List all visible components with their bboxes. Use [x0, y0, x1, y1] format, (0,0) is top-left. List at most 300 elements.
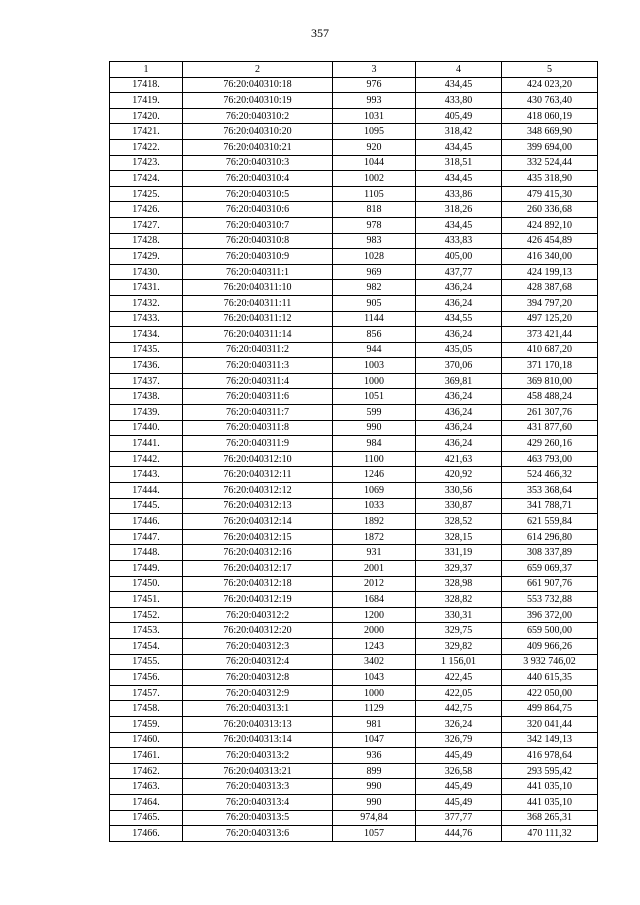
row-number-cell: 17433. — [110, 311, 183, 327]
row-number-cell: 17446. — [110, 514, 183, 530]
rate-cell: 435,05 — [416, 342, 502, 358]
rate-cell: 436,24 — [416, 280, 502, 296]
cadastral-number-cell: 76:20:040312:18 — [183, 576, 333, 592]
rate-cell: 405,49 — [416, 108, 502, 124]
rate-cell: 436,24 — [416, 295, 502, 311]
area-cell: 1069 — [333, 483, 416, 499]
area-cell: 993 — [333, 93, 416, 109]
rate-cell: 1 156,01 — [416, 654, 502, 670]
table-row — [110, 467, 598, 483]
area-cell: 982 — [333, 280, 416, 296]
area-cell: 936 — [333, 748, 416, 764]
area-cell: 984 — [333, 436, 416, 452]
cadastral-number-cell: 76:20:040310:18 — [183, 77, 333, 93]
value-cell: 470 111,32 — [502, 826, 598, 842]
value-cell: 497 125,20 — [502, 311, 598, 327]
cadastral-number-cell: 76:20:040313:5 — [183, 810, 333, 826]
value-cell: 422 050,00 — [502, 685, 598, 701]
table-row — [110, 373, 598, 389]
table-row — [110, 233, 598, 249]
area-cell: 981 — [333, 716, 416, 732]
table-row — [110, 171, 598, 187]
table-row — [110, 779, 598, 795]
rate-cell: 329,75 — [416, 623, 502, 639]
area-cell: 3402 — [333, 654, 416, 670]
area-cell: 599 — [333, 405, 416, 421]
row-number-cell: 17431. — [110, 280, 183, 296]
value-cell: 499 864,75 — [502, 701, 598, 717]
area-cell: 899 — [333, 763, 416, 779]
value-cell: 424 199,13 — [502, 264, 598, 280]
area-cell: 1095 — [333, 124, 416, 140]
cadastral-number-cell: 76:20:040312:12 — [183, 483, 333, 499]
cadastral-number-cell: 76:20:040312:3 — [183, 638, 333, 654]
rate-cell: 328,15 — [416, 529, 502, 545]
row-number-cell: 17418. — [110, 77, 183, 93]
area-cell: 978 — [333, 217, 416, 233]
row-number-cell: 17422. — [110, 139, 183, 155]
cadastral-number-cell: 76:20:040312:17 — [183, 561, 333, 577]
area-cell: 2000 — [333, 623, 416, 639]
value-cell: 659 500,00 — [502, 623, 598, 639]
rate-cell: 434,45 — [416, 217, 502, 233]
cadastral-table — [109, 61, 598, 842]
table-row — [110, 794, 598, 810]
row-number-cell: 17447. — [110, 529, 183, 545]
rate-cell: 326,24 — [416, 716, 502, 732]
area-cell: 969 — [333, 264, 416, 280]
table-row — [110, 716, 598, 732]
area-cell: 1000 — [333, 373, 416, 389]
table-row — [110, 607, 598, 623]
row-number-cell: 17450. — [110, 576, 183, 592]
area-cell: 1002 — [333, 171, 416, 187]
table-row — [110, 420, 598, 436]
table-row — [110, 623, 598, 639]
rate-cell: 436,24 — [416, 436, 502, 452]
cadastral-number-cell: 76:20:040310:7 — [183, 217, 333, 233]
value-cell: 396 372,00 — [502, 607, 598, 623]
rate-cell: 445,49 — [416, 779, 502, 795]
cadastral-number-cell: 76:20:040311:9 — [183, 436, 333, 452]
area-cell: 944 — [333, 342, 416, 358]
rate-cell: 434,55 — [416, 311, 502, 327]
rate-cell: 318,51 — [416, 155, 502, 171]
row-number-cell: 17452. — [110, 607, 183, 623]
cadastral-number-cell: 76:20:040311:3 — [183, 358, 333, 374]
area-cell: 990 — [333, 779, 416, 795]
row-number-cell: 17437. — [110, 373, 183, 389]
table-row — [110, 654, 598, 670]
row-number-cell: 17440. — [110, 420, 183, 436]
area-cell: 1031 — [333, 108, 416, 124]
rate-cell: 434,45 — [416, 77, 502, 93]
area-cell: 990 — [333, 794, 416, 810]
table-row — [110, 108, 598, 124]
rate-cell: 436,24 — [416, 327, 502, 343]
table-row — [110, 638, 598, 654]
value-cell: 410 687,20 — [502, 342, 598, 358]
value-cell: 409 966,26 — [502, 638, 598, 654]
rate-cell: 328,98 — [416, 576, 502, 592]
value-cell: 440 615,35 — [502, 670, 598, 686]
table-row — [110, 451, 598, 467]
cadastral-number-cell: 76:20:040312:4 — [183, 654, 333, 670]
value-cell: 332 524,44 — [502, 155, 598, 171]
rate-cell: 436,24 — [416, 420, 502, 436]
rate-cell: 445,49 — [416, 794, 502, 810]
row-number-cell: 17456. — [110, 670, 183, 686]
area-cell: 931 — [333, 545, 416, 561]
rate-cell: 326,58 — [416, 763, 502, 779]
table-row — [110, 561, 598, 577]
cadastral-number-cell: 76:20:040313:13 — [183, 716, 333, 732]
table-row — [110, 93, 598, 109]
rate-cell: 436,24 — [416, 405, 502, 421]
rate-cell: 421,63 — [416, 451, 502, 467]
cadastral-number-cell: 76:20:040311:7 — [183, 405, 333, 421]
value-cell: 369 810,00 — [502, 373, 598, 389]
table-row — [110, 498, 598, 514]
table-row — [110, 295, 598, 311]
value-cell: 416 978,64 — [502, 748, 598, 764]
cadastral-number-cell: 76:20:040312:13 — [183, 498, 333, 514]
rate-cell: 436,24 — [416, 389, 502, 405]
cadastral-number-cell: 76:20:040312:11 — [183, 467, 333, 483]
area-cell: 1105 — [333, 186, 416, 202]
cadastral-number-cell: 76:20:040313:4 — [183, 794, 333, 810]
area-cell: 990 — [333, 420, 416, 436]
area-cell: 1246 — [333, 467, 416, 483]
value-cell: 371 170,18 — [502, 358, 598, 374]
rate-cell: 328,52 — [416, 514, 502, 530]
row-number-cell: 17458. — [110, 701, 183, 717]
area-cell: 1028 — [333, 249, 416, 265]
table-row — [110, 358, 598, 374]
value-cell: 424 892,10 — [502, 217, 598, 233]
area-cell: 1047 — [333, 732, 416, 748]
rate-cell: 434,45 — [416, 139, 502, 155]
rate-cell: 330,87 — [416, 498, 502, 514]
cadastral-number-cell: 76:20:040312:20 — [183, 623, 333, 639]
cadastral-number-cell: 76:20:040312:2 — [183, 607, 333, 623]
cadastral-number-cell: 76:20:040310:3 — [183, 155, 333, 171]
area-cell: 1200 — [333, 607, 416, 623]
table-row — [110, 389, 598, 405]
table-row — [110, 139, 598, 155]
area-cell: 1051 — [333, 389, 416, 405]
row-number-cell: 17438. — [110, 389, 183, 405]
row-number-cell: 17430. — [110, 264, 183, 280]
cadastral-number-cell: 76:20:040310:8 — [183, 233, 333, 249]
cadastral-number-cell: 76:20:040312:14 — [183, 514, 333, 530]
table-row — [110, 545, 598, 561]
value-cell: 553 732,88 — [502, 592, 598, 608]
cadastral-number-cell: 76:20:040311:12 — [183, 311, 333, 327]
table-row — [110, 701, 598, 717]
area-cell: 1043 — [333, 670, 416, 686]
cadastral-number-cell: 76:20:040311:8 — [183, 420, 333, 436]
cadastral-number-cell: 76:20:040311:4 — [183, 373, 333, 389]
rate-cell: 377,77 — [416, 810, 502, 826]
cadastral-number-cell: 76:20:040313:14 — [183, 732, 333, 748]
cadastral-number-cell: 76:20:040313:1 — [183, 701, 333, 717]
value-cell: 661 907,76 — [502, 576, 598, 592]
rate-cell: 442,75 — [416, 701, 502, 717]
value-cell: 341 788,71 — [502, 498, 598, 514]
table-row — [110, 748, 598, 764]
cadastral-number-cell: 76:20:040312:8 — [183, 670, 333, 686]
row-number-cell: 17435. — [110, 342, 183, 358]
cadastral-number-cell: 76:20:040311:11 — [183, 295, 333, 311]
table-row — [110, 202, 598, 218]
value-cell: 260 336,68 — [502, 202, 598, 218]
value-cell: 293 595,42 — [502, 763, 598, 779]
cadastral-number-cell: 76:20:040311:10 — [183, 280, 333, 296]
table-row — [110, 826, 598, 842]
value-cell: 659 069,37 — [502, 561, 598, 577]
row-number-cell: 17459. — [110, 716, 183, 732]
rate-cell: 433,83 — [416, 233, 502, 249]
area-cell: 1057 — [333, 826, 416, 842]
row-number-cell: 17439. — [110, 405, 183, 421]
rate-cell: 326,79 — [416, 732, 502, 748]
cadastral-number-cell: 76:20:040310:6 — [183, 202, 333, 218]
area-cell: 818 — [333, 202, 416, 218]
row-number-cell: 17428. — [110, 233, 183, 249]
cadastral-number-cell: 76:20:040313:21 — [183, 763, 333, 779]
area-cell: 1243 — [333, 638, 416, 654]
value-cell: 308 337,89 — [502, 545, 598, 561]
table-row — [110, 405, 598, 421]
column-number-row — [110, 62, 598, 78]
cadastral-number-cell: 76:20:040311:14 — [183, 327, 333, 343]
rate-cell: 328,82 — [416, 592, 502, 608]
row-number-cell: 17427. — [110, 217, 183, 233]
value-cell: 368 265,31 — [502, 810, 598, 826]
rate-cell: 445,49 — [416, 748, 502, 764]
value-cell: 320 041,44 — [502, 716, 598, 732]
table-row — [110, 249, 598, 265]
table-row — [110, 342, 598, 358]
area-cell: 976 — [333, 77, 416, 93]
row-number-cell: 17436. — [110, 358, 183, 374]
cadastral-number-cell: 76:20:040312:15 — [183, 529, 333, 545]
row-number-cell: 17429. — [110, 249, 183, 265]
row-number-cell: 17455. — [110, 654, 183, 670]
cadastral-number-cell: 76:20:040312:10 — [183, 451, 333, 467]
rate-cell: 405,00 — [416, 249, 502, 265]
row-number-cell: 17451. — [110, 592, 183, 608]
row-number-cell: 17448. — [110, 545, 183, 561]
row-number-cell: 17443. — [110, 467, 183, 483]
table-row — [110, 592, 598, 608]
rate-cell: 330,56 — [416, 483, 502, 499]
value-cell: 458 488,24 — [502, 389, 598, 405]
row-number-cell: 17460. — [110, 732, 183, 748]
area-cell: 2012 — [333, 576, 416, 592]
rate-cell: 422,05 — [416, 685, 502, 701]
cadastral-number-cell: 76:20:040310:2 — [183, 108, 333, 124]
table-row — [110, 514, 598, 530]
area-cell: 1044 — [333, 155, 416, 171]
row-number-cell: 17462. — [110, 763, 183, 779]
rate-cell: 420,92 — [416, 467, 502, 483]
cadastral-number-cell: 76:20:040313:6 — [183, 826, 333, 842]
page-number: 357 — [311, 26, 329, 40]
value-cell: 614 296,80 — [502, 529, 598, 545]
cadastral-number-cell: 76:20:040311:6 — [183, 389, 333, 405]
column-header: 3 — [333, 62, 416, 78]
table-row — [110, 77, 598, 93]
rate-cell: 331,19 — [416, 545, 502, 561]
table-row — [110, 576, 598, 592]
row-number-cell: 17465. — [110, 810, 183, 826]
value-cell: 342 149,13 — [502, 732, 598, 748]
table-row — [110, 264, 598, 280]
value-cell: 353 368,64 — [502, 483, 598, 499]
value-cell: 431 877,60 — [502, 420, 598, 436]
table-row — [110, 186, 598, 202]
rate-cell: 318,42 — [416, 124, 502, 140]
table-row — [110, 763, 598, 779]
row-number-cell: 17454. — [110, 638, 183, 654]
row-number-cell: 17441. — [110, 436, 183, 452]
value-cell: 428 387,68 — [502, 280, 598, 296]
value-cell: 348 669,90 — [502, 124, 598, 140]
area-cell: 974,84 — [333, 810, 416, 826]
area-cell: 2001 — [333, 561, 416, 577]
table-row — [110, 280, 598, 296]
cadastral-number-cell: 76:20:040310:19 — [183, 93, 333, 109]
value-cell: 429 260,16 — [502, 436, 598, 452]
rate-cell: 329,82 — [416, 638, 502, 654]
row-number-cell: 17434. — [110, 327, 183, 343]
value-cell: 441 035,10 — [502, 779, 598, 795]
rate-cell: 444,76 — [416, 826, 502, 842]
cadastral-number-cell: 76:20:040310:21 — [183, 139, 333, 155]
table-row — [110, 124, 598, 140]
table-row — [110, 685, 598, 701]
table-row — [110, 311, 598, 327]
cadastral-number-cell: 76:20:040313:2 — [183, 748, 333, 764]
column-header: 5 — [502, 62, 598, 78]
table-row — [110, 436, 598, 452]
value-cell: 479 415,30 — [502, 186, 598, 202]
table-row — [110, 217, 598, 233]
cadastral-number-cell: 76:20:040310:9 — [183, 249, 333, 265]
value-cell: 435 318,90 — [502, 171, 598, 187]
rate-cell: 318,26 — [416, 202, 502, 218]
row-number-cell: 17464. — [110, 794, 183, 810]
value-cell: 524 466,32 — [502, 467, 598, 483]
cadastral-number-cell: 76:20:040312:19 — [183, 592, 333, 608]
column-header: 4 — [416, 62, 502, 78]
row-number-cell: 17453. — [110, 623, 183, 639]
row-number-cell: 17425. — [110, 186, 183, 202]
value-cell: 373 421,44 — [502, 327, 598, 343]
value-cell: 424 023,20 — [502, 77, 598, 93]
table-row — [110, 529, 598, 545]
column-header: 1 — [110, 62, 183, 78]
row-number-cell: 17419. — [110, 93, 183, 109]
rate-cell: 370,06 — [416, 358, 502, 374]
value-cell: 418 060,19 — [502, 108, 598, 124]
row-number-cell: 17461. — [110, 748, 183, 764]
row-number-cell: 17463. — [110, 779, 183, 795]
area-cell: 905 — [333, 295, 416, 311]
cadastral-number-cell: 76:20:040312:16 — [183, 545, 333, 561]
rate-cell: 434,45 — [416, 171, 502, 187]
row-number-cell: 17445. — [110, 498, 183, 514]
area-cell: 1003 — [333, 358, 416, 374]
rate-cell: 329,37 — [416, 561, 502, 577]
rate-cell: 330,31 — [416, 607, 502, 623]
table-body — [110, 77, 598, 841]
row-number-cell: 17466. — [110, 826, 183, 842]
table-row — [110, 732, 598, 748]
value-cell: 463 793,00 — [502, 451, 598, 467]
row-number-cell: 17442. — [110, 451, 183, 467]
area-cell: 1100 — [333, 451, 416, 467]
value-cell: 3 932 746,02 — [502, 654, 598, 670]
rate-cell: 433,86 — [416, 186, 502, 202]
value-cell: 416 340,00 — [502, 249, 598, 265]
value-cell: 430 763,40 — [502, 93, 598, 109]
table-row — [110, 670, 598, 686]
row-number-cell: 17421. — [110, 124, 183, 140]
rate-cell: 433,80 — [416, 93, 502, 109]
cadastral-number-cell: 76:20:040310:5 — [183, 186, 333, 202]
area-cell: 1872 — [333, 529, 416, 545]
table-row — [110, 327, 598, 343]
row-number-cell: 17432. — [110, 295, 183, 311]
row-number-cell: 17424. — [110, 171, 183, 187]
value-cell: 399 694,00 — [502, 139, 598, 155]
cadastral-number-cell: 76:20:040310:20 — [183, 124, 333, 140]
cadastral-number-cell: 76:20:040311:2 — [183, 342, 333, 358]
area-cell: 1033 — [333, 498, 416, 514]
row-number-cell: 17426. — [110, 202, 183, 218]
rate-cell: 422,45 — [416, 670, 502, 686]
value-cell: 394 797,20 — [502, 295, 598, 311]
row-number-cell: 17423. — [110, 155, 183, 171]
area-cell: 1892 — [333, 514, 416, 530]
row-number-cell: 17449. — [110, 561, 183, 577]
value-cell: 261 307,76 — [502, 405, 598, 421]
value-cell: 426 454,89 — [502, 233, 598, 249]
row-number-cell: 17457. — [110, 685, 183, 701]
area-cell: 856 — [333, 327, 416, 343]
cadastral-number-cell: 76:20:040312:9 — [183, 685, 333, 701]
rate-cell: 369,81 — [416, 373, 502, 389]
area-cell: 920 — [333, 139, 416, 155]
cadastral-number-cell: 76:20:040310:4 — [183, 171, 333, 187]
area-cell: 1000 — [333, 685, 416, 701]
value-cell: 441 035,10 — [502, 794, 598, 810]
area-cell: 1684 — [333, 592, 416, 608]
cadastral-number-cell: 76:20:040313:3 — [183, 779, 333, 795]
rate-cell: 437,77 — [416, 264, 502, 280]
value-cell: 621 559,84 — [502, 514, 598, 530]
table-row — [110, 155, 598, 171]
row-number-cell: 17444. — [110, 483, 183, 499]
table-row — [110, 810, 598, 826]
area-cell: 983 — [333, 233, 416, 249]
cadastral-number-cell: 76:20:040311:1 — [183, 264, 333, 280]
area-cell: 1144 — [333, 311, 416, 327]
row-number-cell: 17420. — [110, 108, 183, 124]
